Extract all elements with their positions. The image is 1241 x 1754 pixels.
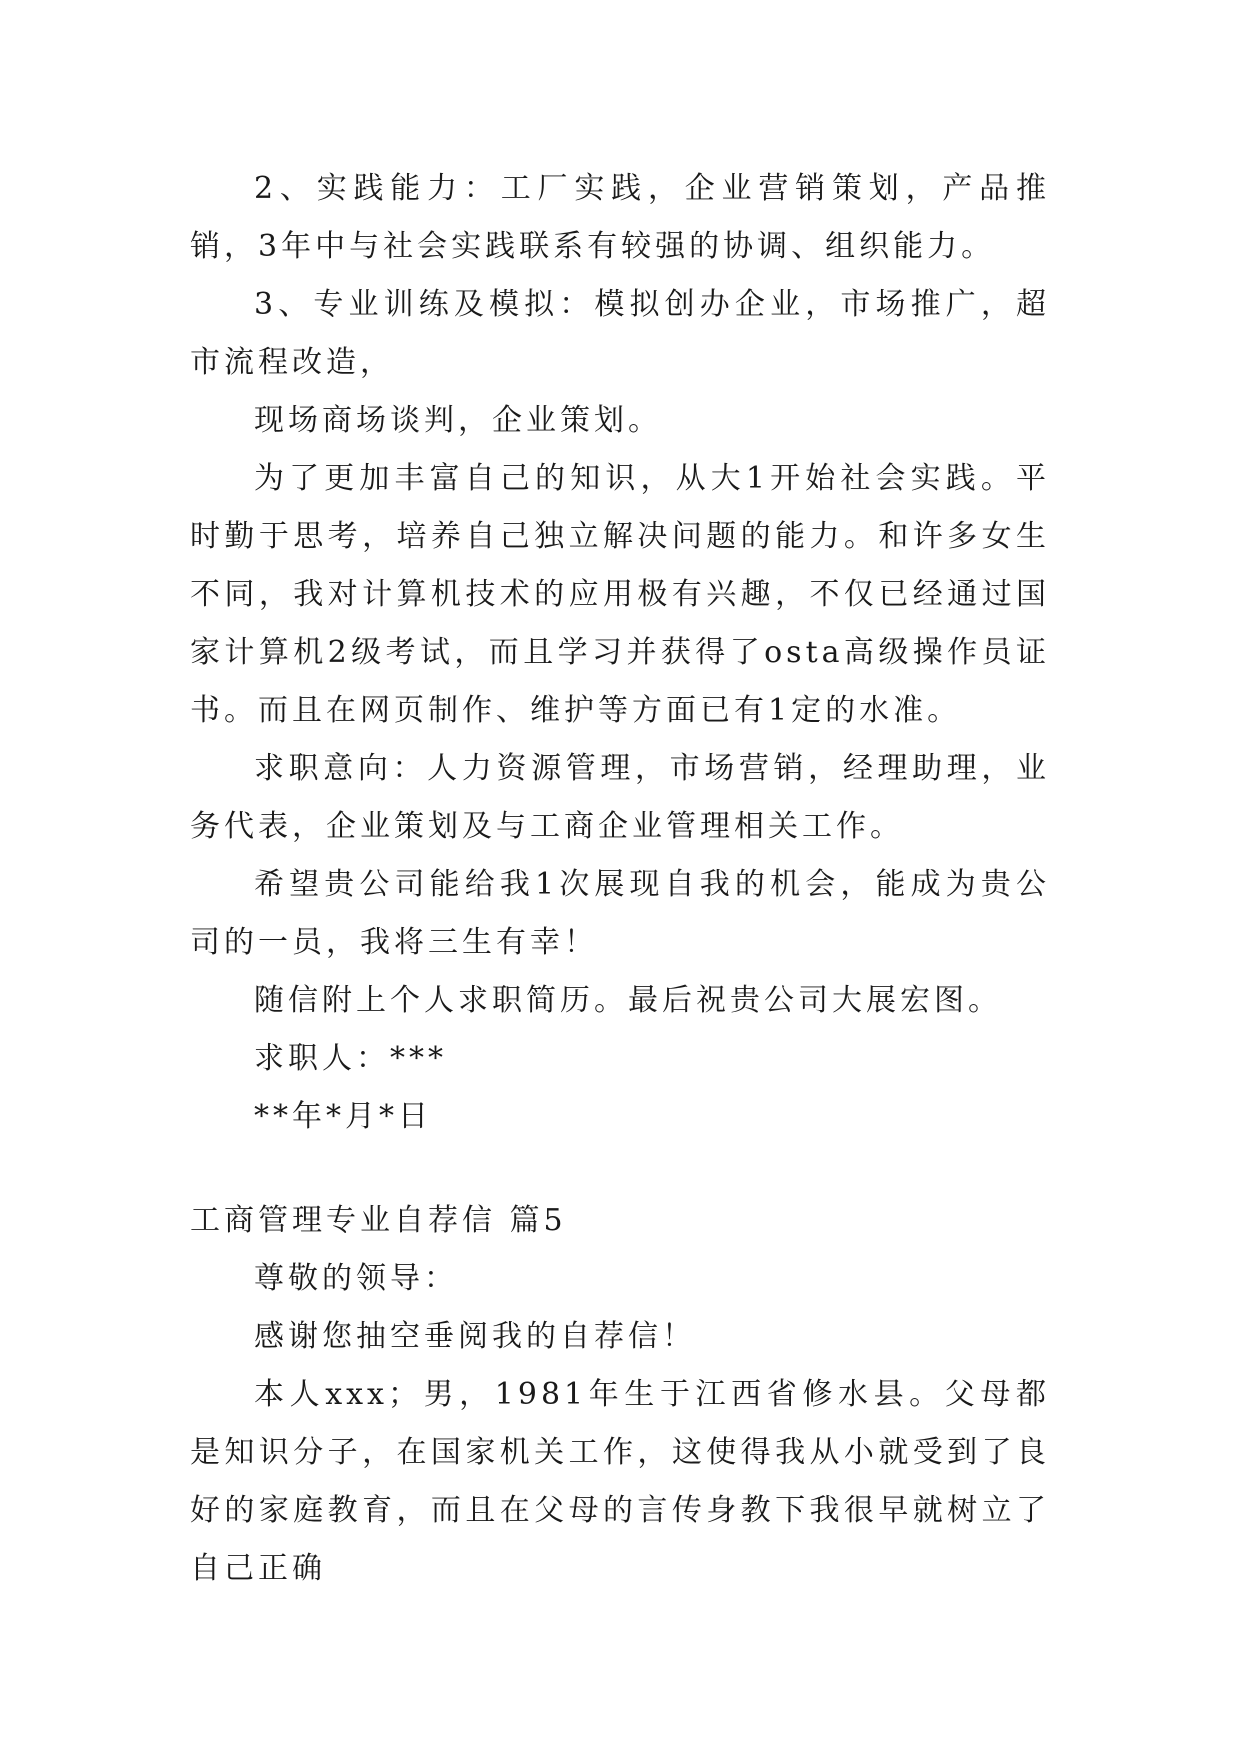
paragraph-hope: 希望贵公司能给我1次展现自我的机会，能成为贵公司的一员，我将三生有幸！ xyxy=(190,867,1050,960)
signature-date: **年*月*日 xyxy=(254,1099,432,1134)
paragraph-thanks: 感谢您抽空垂阅我的自荐信！ xyxy=(254,1319,696,1354)
paragraph-negotiation: 现场商场谈判，企业策划。 xyxy=(254,403,662,438)
paragraph-introduction: 本人xxx；男，1981年生于江西省修水县。父母都是知识分子，在国家机关工作，这使得我从小就受到了良好的家庭教育，而且在父母的言传身教下我很早就树立了自己正确 xyxy=(190,1377,1050,1586)
section-heading: 工商管理专业自荐信 篇5 xyxy=(190,1203,567,1238)
paragraph-knowledge: 为了更加丰富自己的知识，从大1开始社会实践。平时勤于思考，培养自己独立解决问题的能力。和许多女生不同，我对计算机技术的应用极有兴趣，不仅已经通过国家计算机2级考试，而且学习并获得了osta高级操作员证书。而且在网页制作、维护等方面已有1定的水准。 xyxy=(190,461,1050,728)
paragraph-attachment: 随信附上个人求职简历。最后祝贵公司大展宏图。 xyxy=(254,983,1002,1018)
document-body xyxy=(190,160,1050,1598)
section-gap xyxy=(190,1146,1050,1192)
paragraph-job-intention: 求职意向：人力资源管理，市场营销，经理助理，业务代表，企业策划及与工商企业管理相关工作。 xyxy=(190,751,1050,844)
paragraph-professional-training: 3、专业训练及模拟：模拟创办企业，市场推广，超市流程改造， xyxy=(190,287,1050,380)
applicant-signature: 求职人：*** xyxy=(254,1041,447,1076)
paragraph-practice-ability: 2、实践能力：工厂实践，企业营销策划，产品推销，3年中与社会实践联系有较强的协调、组织能力。 xyxy=(190,171,1050,264)
salutation: 尊敬的领导： xyxy=(254,1261,458,1296)
